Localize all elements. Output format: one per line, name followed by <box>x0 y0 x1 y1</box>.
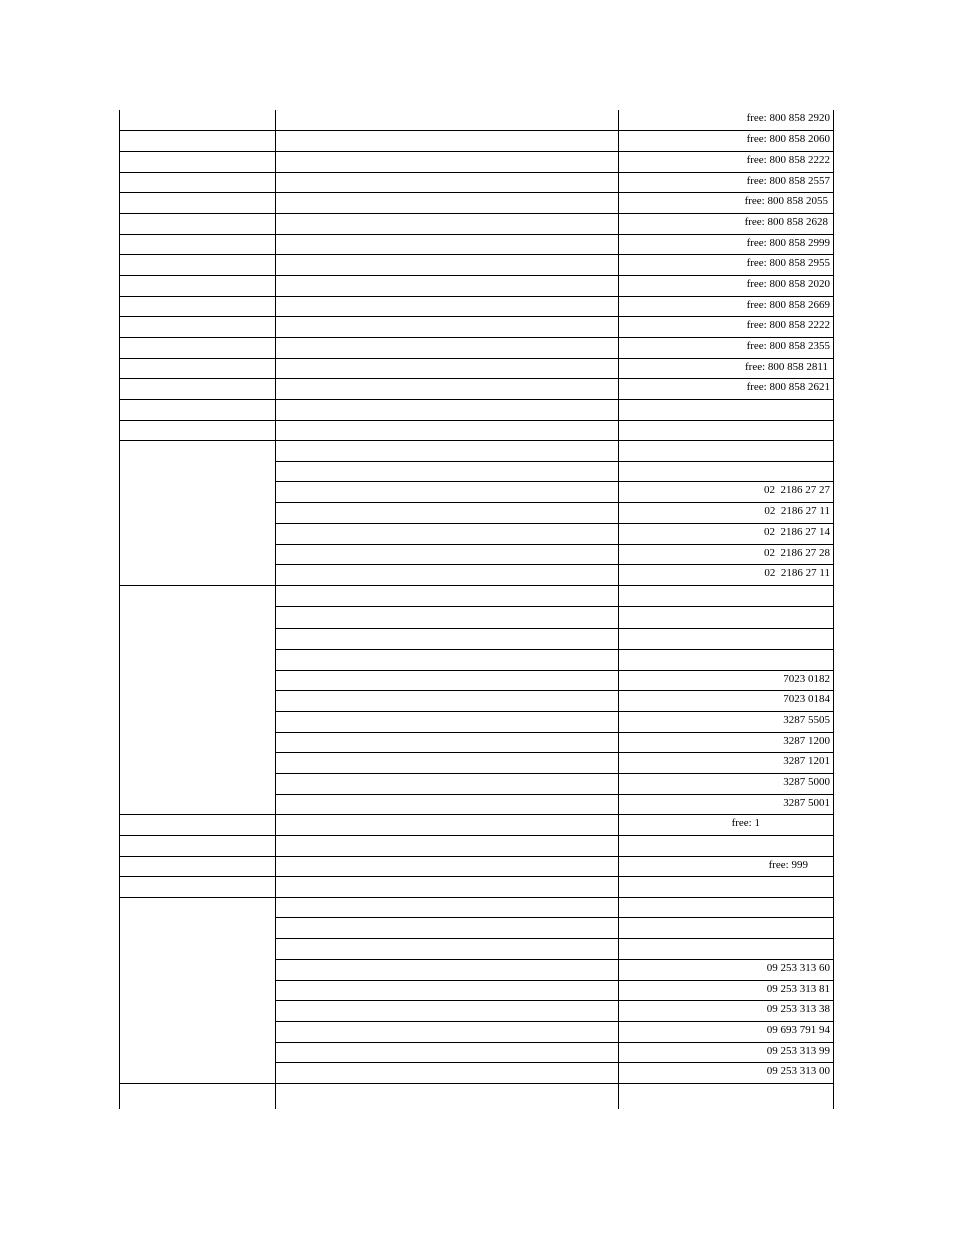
phone-number-cell: 3287 1201 <box>783 755 830 767</box>
phone-number-cell: free: 800 858 2020 <box>746 278 830 290</box>
row-divider <box>276 1042 834 1043</box>
phone-number-cell: free: 800 858 2811 <box>745 361 828 373</box>
row-divider <box>276 523 834 524</box>
phone-number-cell: free: 800 858 2060 <box>746 133 830 145</box>
row-divider <box>120 151 834 152</box>
phone-number-cell: free: 800 858 2999 <box>746 237 830 249</box>
row-divider <box>276 938 834 939</box>
phone-number-cell: free: 800 858 2055 <box>744 195 828 207</box>
row-divider <box>276 980 834 981</box>
phone-number-cell: free: 800 858 2222 <box>746 154 830 166</box>
row-divider <box>276 711 834 712</box>
row-divider <box>120 1083 834 1084</box>
phone-number-cell: 09 253 313 00 <box>766 1065 830 1077</box>
phone-number-cell: 3287 5001 <box>783 797 830 809</box>
phone-number-cell: 02 2186 27 28 <box>764 547 830 559</box>
phone-number-cell: free: 800 858 2355 <box>746 340 830 352</box>
row-divider <box>276 732 834 733</box>
row-divider <box>276 752 834 753</box>
column-divider <box>119 110 120 1109</box>
phone-number-cell: 3287 5000 <box>783 776 830 788</box>
row-divider <box>276 502 834 503</box>
row-divider <box>276 917 834 918</box>
phone-number-cell: free: 1 <box>731 817 760 829</box>
row-divider <box>120 213 834 214</box>
row-divider <box>276 1021 834 1022</box>
row-divider <box>120 172 834 173</box>
phone-number-cell: 3287 5505 <box>783 714 830 726</box>
contact-table <box>120 110 834 1109</box>
row-divider <box>276 670 834 671</box>
row-divider <box>276 649 834 650</box>
row-divider <box>120 897 834 898</box>
phone-number-cell: free: 800 858 2621 <box>746 381 830 393</box>
row-divider <box>276 461 834 462</box>
phone-number-cell: free: 800 858 2920 <box>746 112 830 124</box>
row-divider <box>120 876 834 877</box>
row-divider <box>120 856 834 857</box>
row-divider <box>120 378 834 379</box>
phone-number-cell: 02 2186 27 11 <box>764 505 830 517</box>
phone-number-cell: 02 2186 27 27 <box>764 484 830 496</box>
phone-number-cell: 09 253 313 99 <box>766 1045 830 1057</box>
row-divider <box>120 835 834 836</box>
row-divider <box>120 585 834 586</box>
row-divider <box>276 628 834 629</box>
row-divider <box>120 130 834 131</box>
phone-number-cell: free: 800 858 2628 <box>744 216 828 228</box>
phone-number-cell: 09 693 791 94 <box>766 1024 830 1036</box>
phone-number-cell: 09 253 313 60 <box>766 962 830 974</box>
phone-number-cell: 7023 0182 <box>783 673 830 685</box>
phone-number-cell: 7023 0184 <box>783 693 830 705</box>
phone-number-cell: free: 800 858 2955 <box>746 257 830 269</box>
row-divider <box>120 316 834 317</box>
row-divider <box>120 358 834 359</box>
row-divider <box>276 690 834 691</box>
row-divider <box>120 420 834 421</box>
row-divider <box>276 794 834 795</box>
row-divider <box>276 773 834 774</box>
phone-number-cell: free: 800 858 2222 <box>746 319 830 331</box>
row-divider <box>120 337 834 338</box>
row-divider <box>276 1000 834 1001</box>
row-divider <box>120 275 834 276</box>
phone-number-cell: free: 800 858 2557 <box>746 175 830 187</box>
row-divider <box>120 296 834 297</box>
row-divider <box>120 399 834 400</box>
row-divider <box>120 192 834 193</box>
phone-number-cell: 09 253 313 38 <box>766 1003 830 1015</box>
row-divider <box>276 564 834 565</box>
row-divider <box>276 606 834 607</box>
phone-number-cell: 09 253 313 81 <box>766 983 830 995</box>
phone-number-cell: free: 800 858 2669 <box>746 299 830 311</box>
row-divider <box>120 254 834 255</box>
row-divider <box>120 234 834 235</box>
phone-number-cell: free: 999 <box>768 859 808 871</box>
phone-number-cell: 02 2186 27 11 <box>764 567 830 579</box>
row-divider <box>120 814 834 815</box>
row-divider <box>276 544 834 545</box>
phone-number-cell: 02 2186 27 14 <box>764 526 830 538</box>
row-divider <box>276 481 834 482</box>
row-divider <box>276 1062 834 1063</box>
phone-number-cell: 3287 1200 <box>783 735 830 747</box>
row-divider <box>120 440 834 441</box>
row-divider <box>276 959 834 960</box>
